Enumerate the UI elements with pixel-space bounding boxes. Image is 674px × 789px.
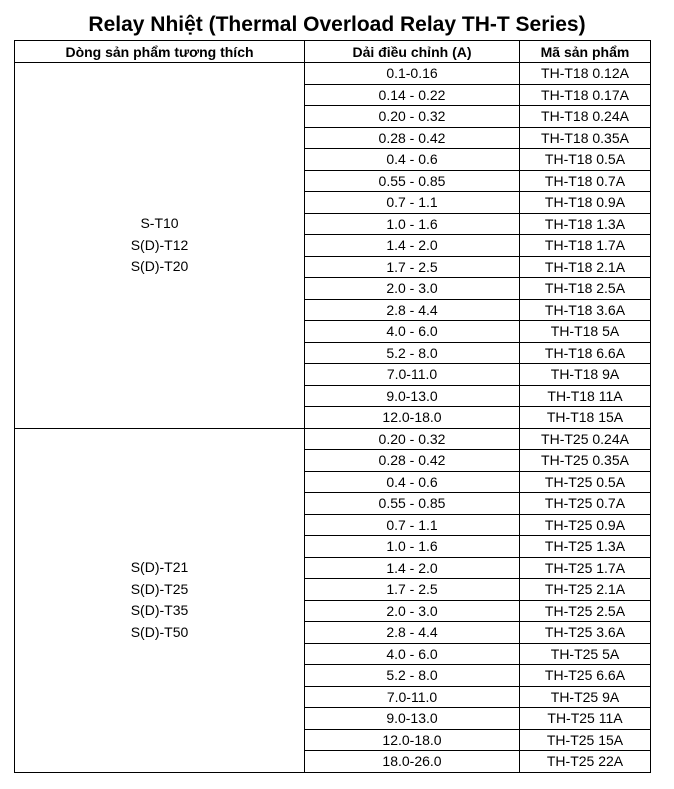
compatible-models-cell xyxy=(15,428,305,772)
compatible-model: S(D)-T50 xyxy=(130,623,189,640)
page-title: Relay Nhiệt (Thermal Overload Relay TH-T Series) xyxy=(88,13,586,36)
range-cell: 0.20 - 0.32 xyxy=(305,106,520,128)
product-code-cell: TH-T18 3.6A xyxy=(520,299,651,321)
range-cell: 0.4 - 0.6 xyxy=(305,149,520,171)
product-code-cell: TH-T25 1.7A xyxy=(520,557,651,579)
product-code-cell: TH-T18 2.1A xyxy=(520,256,651,278)
range-cell: 0.7 - 1.1 xyxy=(305,192,520,214)
product-code-cell: TH-T18 0.5A xyxy=(520,149,651,171)
product-code-cell: TH-T25 0.9A xyxy=(520,514,651,536)
product-code-cell: TH-T25 5A xyxy=(520,643,651,665)
range-cell: 12.0-18.0 xyxy=(305,407,520,429)
range-cell: 1.4 - 2.0 xyxy=(305,235,520,257)
compatible-models-cell xyxy=(15,63,305,429)
range-cell: 5.2 - 8.0 xyxy=(305,665,520,687)
product-code-cell: TH-T25 0.5A xyxy=(520,471,651,493)
product-code-cell: TH-T18 0.12A xyxy=(520,63,651,85)
product-code-cell: TH-T18 15A xyxy=(520,407,651,429)
range-cell: 0.20 - 0.32 xyxy=(305,428,520,450)
range-cell: 1.0 - 1.6 xyxy=(305,213,520,235)
range-cell: 1.4 - 2.0 xyxy=(305,557,520,579)
range-cell: 2.0 - 3.0 xyxy=(305,600,520,622)
compatible-model: S(D)-T21 xyxy=(130,559,189,575)
range-cell: 7.0-11.0 xyxy=(305,364,520,386)
product-code-cell: TH-T18 0.7A xyxy=(520,170,651,192)
range-cell: 18.0-26.0 xyxy=(305,751,520,773)
range-cell: 0.28 - 0.42 xyxy=(305,127,520,149)
compatible-model: S-T10 xyxy=(140,215,179,231)
compatible-model: S(D)-T25 xyxy=(130,580,189,597)
range-cell: 0.14 - 0.22 xyxy=(305,84,520,106)
compatible-model: S(D)-T35 xyxy=(130,602,189,618)
product-code-cell: TH-T25 2.1A xyxy=(520,579,651,601)
product-code-cell: TH-T25 0.35A xyxy=(520,450,651,472)
range-cell: 4.0 - 6.0 xyxy=(305,321,520,343)
compatible-model: S(D)-T20 xyxy=(130,258,189,274)
product-code-cell: TH-T25 2.5A xyxy=(520,600,651,622)
range-cell: 0.4 - 0.6 xyxy=(305,471,520,493)
range-cell: 0.28 - 0.42 xyxy=(305,450,520,472)
product-code-cell: TH-T18 11A xyxy=(520,385,651,407)
table-row xyxy=(15,63,651,85)
product-code-cell: TH-T25 3.6A xyxy=(520,622,651,644)
product-code-cell: TH-T18 0.35A xyxy=(520,127,651,149)
table-body xyxy=(15,63,651,773)
product-code-cell: TH-T18 2.5A xyxy=(520,278,651,300)
product-code-cell: TH-T18 1.7A xyxy=(520,235,651,257)
range-cell: 7.0-11.0 xyxy=(305,686,520,708)
range-cell: 9.0-13.0 xyxy=(305,708,520,730)
range-cell: 0.7 - 1.1 xyxy=(305,514,520,536)
range-cell: 4.0 - 6.0 xyxy=(305,643,520,665)
product-code-cell: TH-T18 1.3A xyxy=(520,213,651,235)
product-code-cell: TH-T25 6.6A xyxy=(520,665,651,687)
product-code-cell: TH-T18 0.24A xyxy=(520,106,651,128)
header-code: Mã sản phẩm xyxy=(520,41,651,63)
header-compatible: Dòng sản phẩm tương thích xyxy=(15,41,305,63)
product-code-cell: TH-T18 9A xyxy=(520,364,651,386)
header-row xyxy=(15,41,651,63)
range-cell: 1.7 - 2.5 xyxy=(305,256,520,278)
range-cell: 1.7 - 2.5 xyxy=(305,579,520,601)
range-cell: 0.55 - 0.85 xyxy=(305,170,520,192)
product-code-cell: TH-T18 0.17A xyxy=(520,84,651,106)
range-cell: 9.0-13.0 xyxy=(305,385,520,407)
product-code-cell: TH-T25 9A xyxy=(520,686,651,708)
header-range: Dải điều chỉnh (A) xyxy=(305,41,520,63)
range-cell: 2.8 - 4.4 xyxy=(305,622,520,644)
range-cell: 0.1-0.16 xyxy=(305,63,520,85)
product-code-cell: TH-T18 0.9A xyxy=(520,192,651,214)
relay-table xyxy=(14,40,651,773)
product-code-cell: TH-T25 0.7A xyxy=(520,493,651,515)
range-cell: 5.2 - 8.0 xyxy=(305,342,520,364)
range-cell: 1.0 - 1.6 xyxy=(305,536,520,558)
table-row xyxy=(15,428,651,450)
product-code-cell: TH-T18 6.6A xyxy=(520,342,651,364)
product-code-cell: TH-T18 5A xyxy=(520,321,651,343)
product-code-cell: TH-T25 22A xyxy=(520,751,651,773)
range-cell: 12.0-18.0 xyxy=(305,729,520,751)
product-code-cell: TH-T25 0.24A xyxy=(520,428,651,450)
range-cell: 0.55 - 0.85 xyxy=(305,493,520,515)
product-code-cell: TH-T25 15A xyxy=(520,729,651,751)
range-cell: 2.8 - 4.4 xyxy=(305,299,520,321)
product-code-cell: TH-T25 11A xyxy=(520,708,651,730)
compatible-model: S(D)-T12 xyxy=(130,236,189,253)
range-cell: 2.0 - 3.0 xyxy=(305,278,520,300)
product-code-cell: TH-T25 1.3A xyxy=(520,536,651,558)
